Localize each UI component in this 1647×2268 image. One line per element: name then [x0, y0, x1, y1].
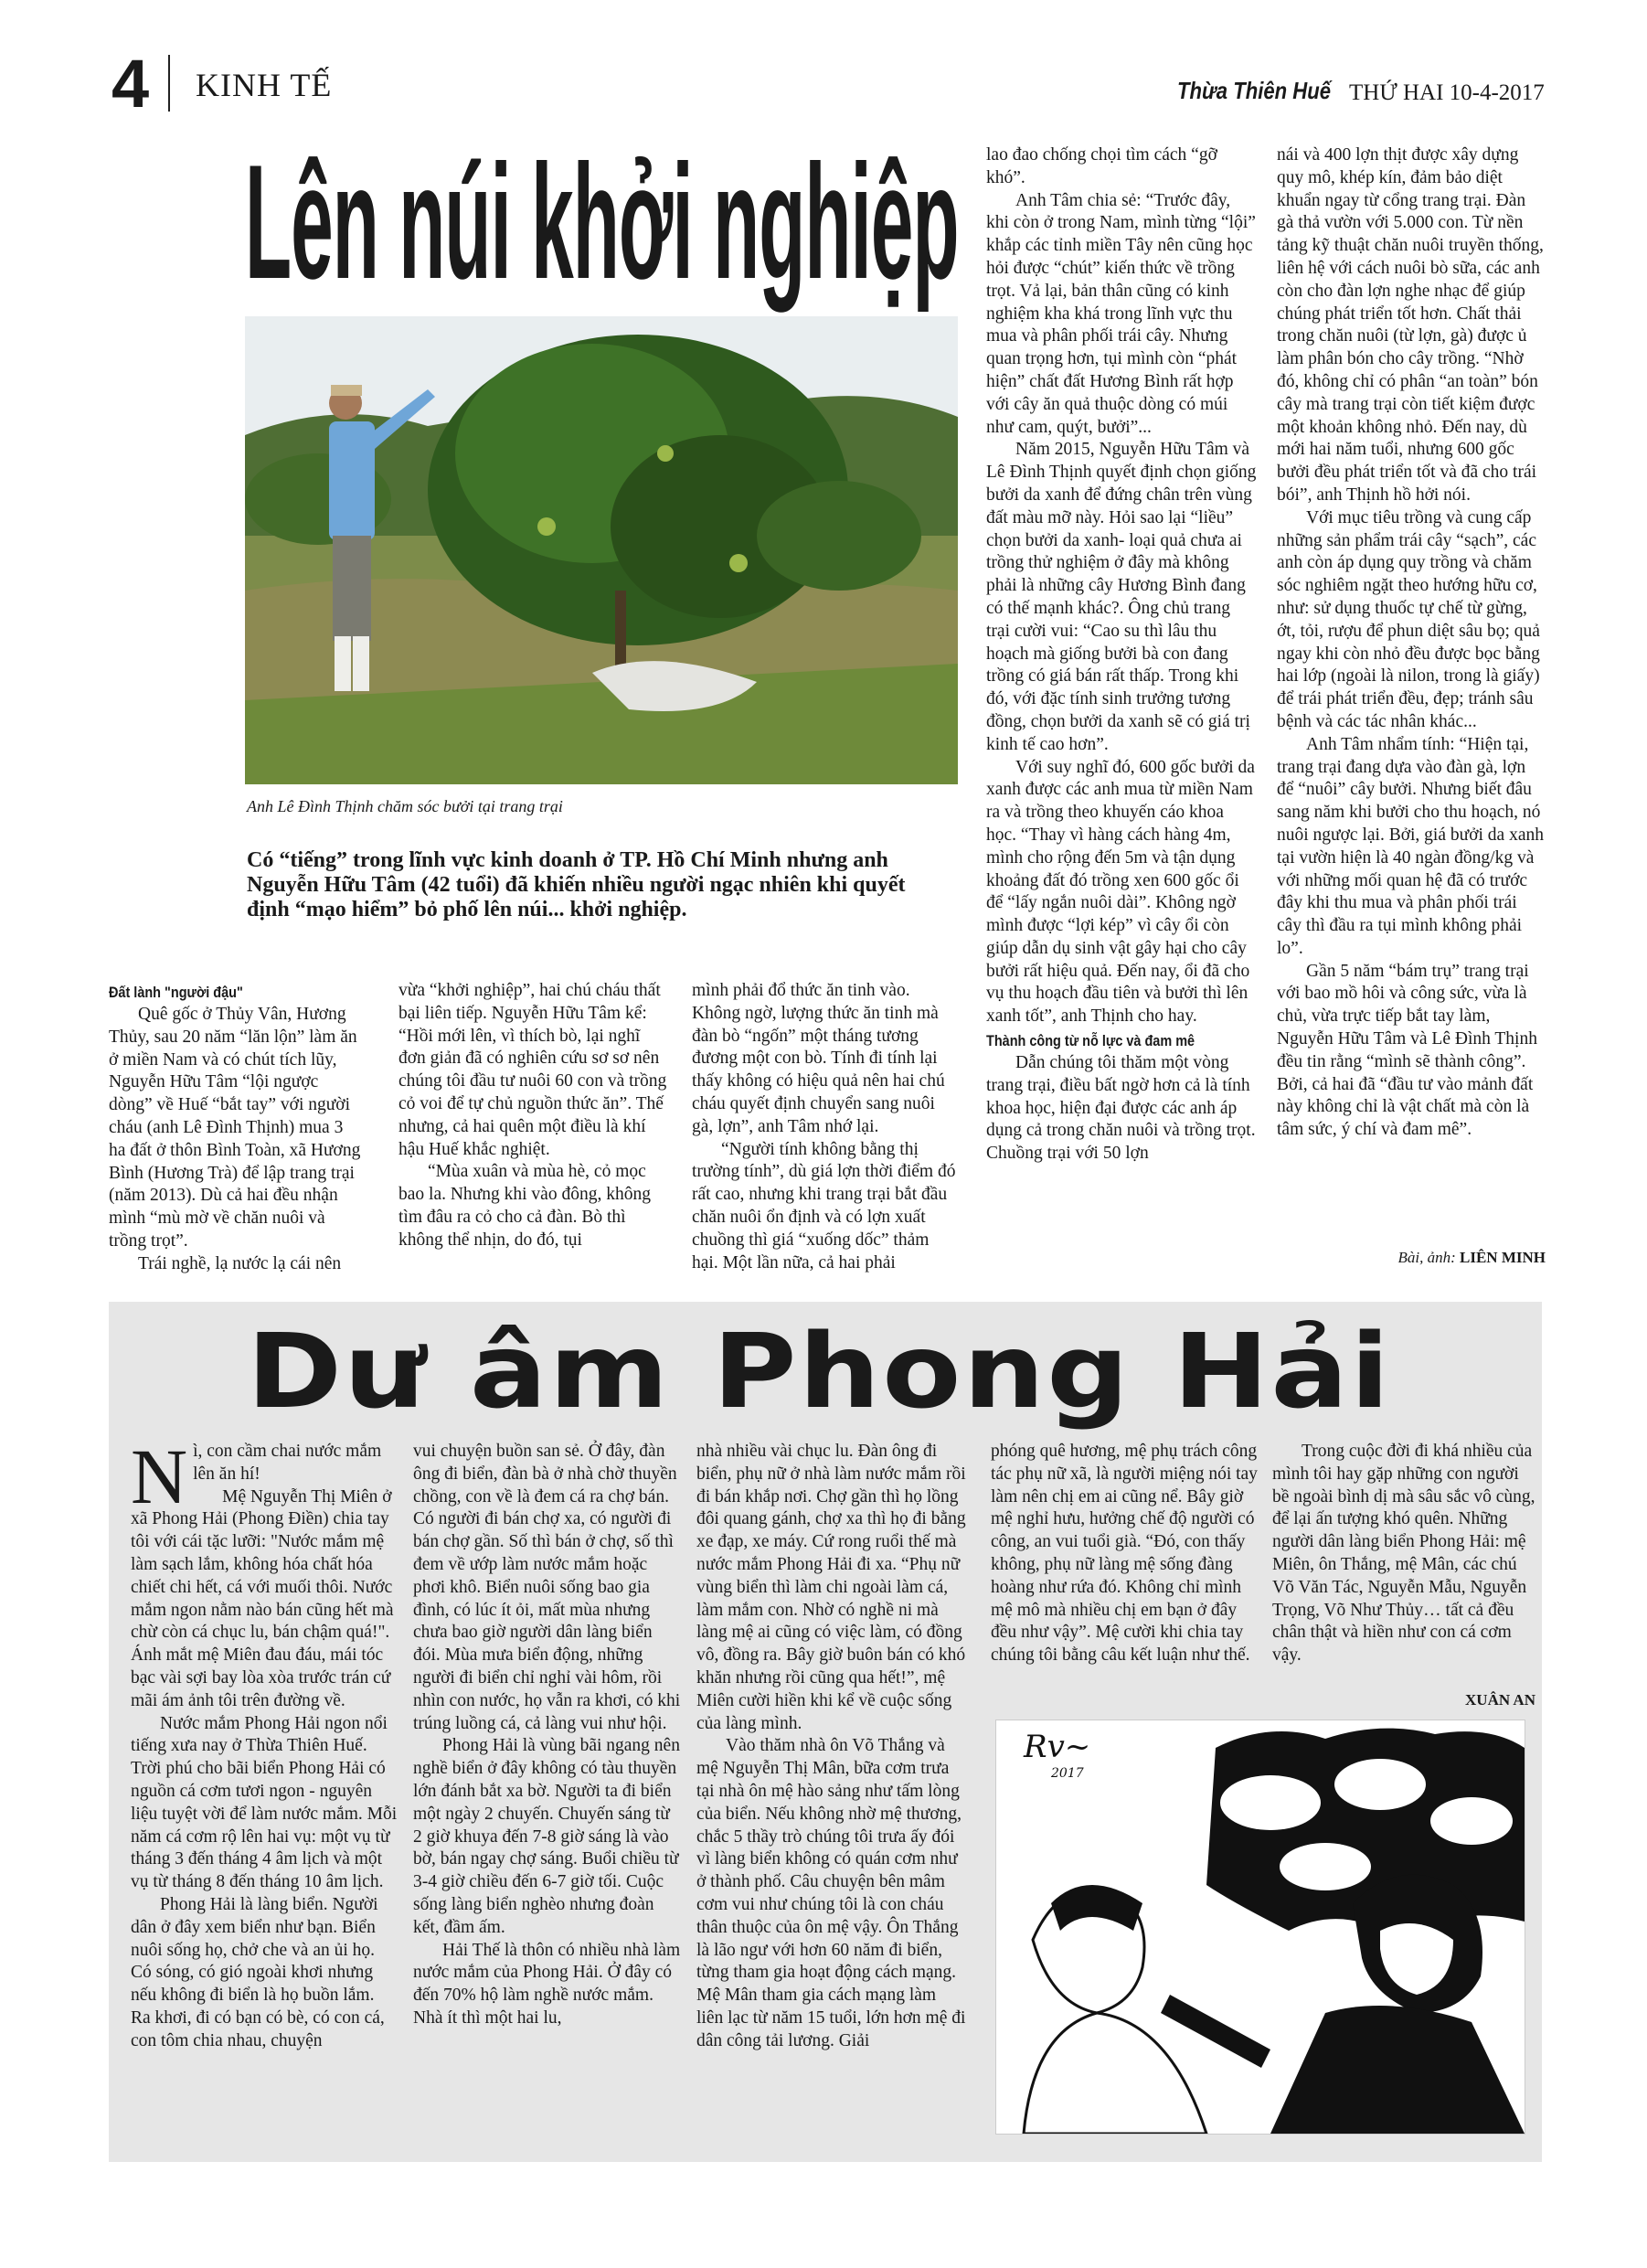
artist-signature: Rv~ — [1024, 1729, 1091, 1765]
paragraph: Gần 5 năm “bám trụ” trang trại với bao mồ hôi và công sức, vừa là chủ, vừa trực tiếp bắt tay làm, Nguyễn Hữu Tâm và Lê Đình Thịnh đều tin rằng “mình sẽ thành công”. Bởi, cả hai đã “đầu tư vào mảnh đất này không chỉ là vật chất mà còn là tâm sức, ý chí và đam mê”. — [1277, 961, 1537, 1140]
byline-prefix: Bài, ảnh: — [1397, 1249, 1456, 1266]
paragraph: Anh Tâm nhẩm tính: “Hiện tại, trang trại đang dựa vào đàn gà, lợn để “nuôi” cây bưởi. Nhưng biết đâu sang năm khi bưởi cho thu hoạch, nó nuôi ngược lại. Bởi, giá bưởi da xanh tại vườn hiện là 40 ngàn đồng/kg và với những mối quan hệ đã có trước đây khi thu mua và phân phối trái cây thì đầu ra tụi mình không phải lo”. — [1277, 734, 1544, 958]
paragraph: Vào thăm nhà ôn Võ Thắng và mệ Nguyễn Thị Mân, bữa cơm trưa tại nhà ôn mệ hào sảng như tấm lòng của biển. Nếu không nhờ mệ thương, chắc 5 thầy trò chúng tôi trưa ấy đói vì làng biển không có quán cơm như ở thành phố. Câu chuyện bên mâm cơm vui như chúng tôi là con cháu thân thuộc của ôn mệ vậy. Ôn Thắng là lão ngư với hơn 60 năm đi biển, từng tham gia hoạt động cách mạng. Mệ Mân tham gia cách mạng làm liên lạc từ năm 15 tuổi, lớn hơn mệ đi dân công tải lương. Giải — [696, 1736, 966, 2050]
article2-column-1-text — [131, 1432, 398, 2053]
paragraph: “Người tính không bằng thị trường tính”, dù giá lợn thời điểm đó rất cao, nhưng khi trang trại bắt đầu chăn nuôi ổn định và có lợn xuất chuồng thì giá “xuống dốc” thảm hại. Một lần nữa, cả hai phải — [692, 1139, 956, 1272]
paragraph: Quê gốc ở Thủy Vân, Hương Thủy, sau 20 năm “lăn lộn” làm ăn ở miền Nam và có chút tích lũy, Nguyễn Hữu Tâm “lội ngược dòng” về Huế “bắt tay” với người cháu (anh Lê Đình Thịnh) mua 3 ha đất ở thôn Bình Toàn, xã Hương Bình (Hương Trà) để lập trang trại (năm 2013). Dù cả hai đều nhận mình “mù mờ về chăn nuôi và trồng trọt”. — [109, 1005, 361, 1251]
article1-column-1 — [109, 980, 363, 1276]
paragraph: Anh Tâm chia sẻ: “Trước đây, khi còn ở trong Nam, mình từng “lội” khắp các tỉnh miền Tây nên cũng học hỏi được “chút” kiến thức về trồng trọt. Vả lại, bản thân cũng có kinh nghiệm kha khá trong lĩnh vực thu mua và phân phối trái cây. Nhưng quan trọng hơn, tụi mình còn “phát hiện” chất đất Hương Bình rất hợp với cây ăn quả thuộc dòng có múi như cam, quýt, bưởi”... — [986, 190, 1256, 437]
newspaper-name: Thừa Thiên Huế — [1177, 77, 1332, 104]
page-number: 4 — [112, 46, 150, 122]
section-name: KINH TẾ — [196, 67, 333, 103]
paragraph: Phong Hải là vùng bãi ngang nên nghề biển ở đây không có tàu thuyền lớn đánh bắt xa bờ. Người ta đi biển một ngày 2 chuyến. Chuyến sáng từ 2 giờ khuya đến 7-8 giờ sáng là vào bờ, bán ngay chợ sáng. Buổi chiều từ 3-4 giờ chiều đến 6-7 giờ tối. Cuộc sống làng biển nghèo nhưng đoàn kết, đầm ấm. — [413, 1736, 680, 1937]
drop-cap: N — [131, 1432, 188, 1520]
article1-column-5 — [1277, 144, 1546, 1142]
photo-caption: Anh Lê Đình Thịnh chăm sóc bưởi tại trang trại — [247, 797, 563, 815]
byline-author: LIÊN MINH — [1460, 1249, 1546, 1266]
paragraph: Phong Hải là làng biển. Người dân ở đây xem biển như bạn. Biển nuôi sống họ, chở che và an ủi họ. Có sóng, có gió ngoài khơi nhưng nếu không đi biển là họ buồn lắm. Ra khơi, đi có bạn có bè, có con cá, con tôm chia nhau, chuyện — [131, 1894, 385, 2050]
paragraph: nái và 400 lợn thịt được xây dựng quy mô, khép kín, đảm bảo diệt khuẩn ngay từ cổng trang trại. Đàn gà thả vườn với 5.000 con. Từ nền tảng kỹ thuật chăn nuôi truyền thống, liên hệ với cách nuôi bò sữa, các anh còn cho đàn lợn nghe nhạc để giúp chúng phát triển tốt hơn. Chất thải trong chăn nuôi (từ lợn, gà) được ủ làm phân bón cho cây trồng. “Nhờ đó, không chỉ có phân “an toàn” bón cây mà trang trại còn tiết kiệm được một khoản không nhỏ. Đến nay, dù mới hai năm tuổi, nhưng 600 gốc bưởi đều phát triển tốt và đã cho trái bói”, anh Thịnh hồ hởi nói. — [1277, 145, 1544, 505]
paragraph: “Mùa xuân và mùa hè, cỏ mọc bao la. Nhưng khi vào đông, không tìm đâu ra cỏ cho cả đàn. Bò thì không thể nhịn, do đó, tụi — [398, 1162, 651, 1250]
paragraph: Hải Thế là thôn có nhiều nhà làm nước mắm của Phong Hải. Ở đây có đến 70% hộ làm nghề nước mắm. Nhà ít thì một hai lu, — [413, 1940, 681, 2028]
paragraph: Với suy nghĩ đó, 600 gốc bưởi da xanh được các anh mua từ miền Nam ra và trồng theo khuyến cáo khoa học. “Thay vì hàng cách hàng 4m, mình cho rộng đến 5m và tận dụng khoảng đất đó trồng xen 600 gốc ổi để “lấy ngắn nuôi dài”. Không ngờ mình được “lợi kép” vì cây ổi còn giúp dẫn dụ sinh vật gây hại cho cây bưởi rất hiệu quả. Đến nay, ổi đã cho vụ thu hoạch đầu tiên và bưởi thì lên xanh tốt”, anh Thịnh cho hay. — [986, 757, 1255, 1027]
article1-column-4 — [986, 144, 1257, 1166]
paragraph: Dẫn chúng tôi thăm một vòng trang trại, điều bất ngờ hơn cả là tính khoa học, hiện đại được các anh áp dụng cả trong chăn nuôi và trồng trọt. Chuồng trại với 50 lợn — [986, 1053, 1256, 1164]
article-photo — [245, 316, 958, 784]
article2-column-3 — [696, 1441, 967, 2053]
article2-column-2 — [413, 1441, 682, 2030]
article2-byline: XUÂN AN — [1465, 1691, 1535, 1709]
paragraph: phóng quê hương, mệ phụ trách công tác phụ nữ xã, là người miệng nói tay làm nên chị em ai cũng nể. Bây giờ mệ nghỉ hưu, hưởng chế độ người có công, an vui tuổi già. “Đó, con thấy không, phụ nữ làng mệ sống đàng hoàng như rứa đó. Không chỉ mình mệ mô mà nhiều chị em bạn ở đây đều như vậy”. Mệ cười khi chia tay chúng tôi bằng câu kết luận như thế. — [991, 1442, 1258, 1666]
article2-column-5 — [1272, 1441, 1535, 1667]
article2-column-4 — [991, 1441, 1259, 1667]
subheading: Thành công từ nỗ lực và đam mê — [986, 1032, 1195, 1050]
paragraph: mình phải đổ thức ăn tinh vào. Không ngờ, lượng thức ăn tinh mà đàn bò “ngốn” một tháng tương đương một con bò. Tính đi tính lại thấy không có hiệu quả nên hai chú cháu quyết định chuyển sang nuôi gà, lợn”, anh Tâm nhớ lại. — [692, 981, 945, 1136]
article1-column-3 — [692, 980, 959, 1274]
subheading: Đất lành "người đậu" — [109, 984, 243, 1001]
paragraph: Nước mắm Phong Hải ngon nổi tiếng xưa nay ở Thừa Thiên Huế. Trời phú cho bãi biển Phong Hải có nguồn cá cơm tươi ngon - nguyên liệu tuyệt vời để làm nước mắm. Mỗi năm cá cơm rộ lên hai vụ: một vụ từ tháng 3 đến tháng 4 âm lịch và một vụ từ tháng 8 đến tháng 10 âm lịch. — [131, 1713, 398, 1892]
illustration-year: 2017 — [1051, 1766, 1084, 1781]
paragraph: Năm 2015, Nguyễn Hữu Tâm và Lê Đình Thịnh quyết định chọn giống bưởi da xanh để đứng chân trên vùng đất màu mỡ này. Hỏi sao lại “liều” chọn bưởi da xanh- loại quả chưa ai trồng thử nghiệm ở đây mà không phải là những cây Hương Bình đang có thế mạnh khác?. Ông chủ trang trại cười vui: “Cao su thì lâu thu hoạch mà giống bưởi bà con đang trồng có giá bán rất thấp. Trong khi đó, với đặc tính sinh trưởng tương đồng, chọn bưởi da xanh sẽ có giá trị kinh tế cao hơn”. — [986, 440, 1257, 754]
paragraph: nhà nhiều vài chục lu. Đàn ông đi biển, phụ nữ ở nhà làm nước mắm rồi đi bán khắp nơi. Chợ gần thì họ lồng đôi quang gánh, chợ xa thì họ đi bằng xe đạp, xe máy. Cứ rong ruổi thế mà nước mắm Phong Hải đi xa. “Phụ nữ vùng biển thì làm chi ngoài làm cá, làm mắm con. Nhờ có nghề ni mà làng mệ ai cũng có việc làm, có đồng vô, đồng ra. Bây giờ buôn bán có khó khăn nhưng rồi cũng qua hết!”, mệ Miên cười hiền khi kể về cuộc sống của làng mình. — [696, 1442, 966, 1733]
article1-column-2 — [398, 980, 667, 1252]
article-title: Lên núi khởi nghiệp — [245, 131, 959, 313]
paragraph: lao đao chống chọi tìm cách “gỡ khó”. — [986, 145, 1217, 187]
paragraph: vừa “khởi nghiệp”, hai chú cháu thất bại liên tiếp. Nguyễn Hữu Tâm kể: “Hồi mới lên, vì thích bò, lại nghĩ đơn giản đã có nghiên cứu sơ sơ nên chúng tôi đầu tư nuôi 60 con và trồng cỏ voi để tự chủ nguồn thức ăn”. Thế nhưng, cả hai quên một điều là khí hậu Huế khắc nghiệt. — [398, 981, 667, 1159]
issue-date: THỨ HAI 10-4-2017 — [1349, 80, 1545, 105]
feature-title: Dư âm Phong Hải — [247, 1313, 1392, 1432]
paragraph: Mệ Nguyễn Thị Miên ở xã Phong Hải (Phong Điền) chia tay tôi với cái tặc lưỡi: "Nước mắm mệ làm sạch lắm, không hóa chất hóa chiết chi hết, cá với muối thôi. Nước mắm ngon nằm nào bán cũng hết mà chừ còn cá chục lu, bán chậm quá!". Ánh mắt mệ Miên đau đáu, mái tóc bạc vài sợi bay lòa xòa trước trán cứ mãi ám ảnh tôi trên đường về. — [131, 1486, 394, 1710]
feature-illustration — [995, 1720, 1525, 2135]
article1-byline — [1277, 1249, 1546, 1267]
article2-column-1 — [131, 1432, 398, 2053]
header-divider — [168, 55, 170, 112]
paragraph: Với mục tiêu trồng và cung cấp những sản phẩm trái cây “sạch”, các anh còn áp dụng quy trồng và chăm sóc nghiêm ngặt theo hướng hữu cơ, như: sử dụng thuốc tự chế từ gừng, ớt, tỏi, rượu để phun diệt sâu bọ; quả ngay khi còn nhỏ đều được bọc bằng hai lớp (ngoài là nilon, trong là giấy) để trái phát triển đều, đẹp; tránh sâu bệnh và các tác nhân khác... — [1277, 507, 1540, 731]
paragraph: Trái nghề, lạ nước lạ cái nên — [138, 1253, 342, 1273]
article-lead: Có “tiếng” trong lĩnh vực kinh doanh ở TP. Hồ Chí Minh nhưng anh Nguyễn Hữu Tâm (42 tuổi) đã khiến nhiều người ngạc nhiên khi quyết định “mạo hiểm” bỏ phố lên núi... khởi nghiệp. — [247, 848, 906, 921]
paragraph: vui chuyện buồn san sẻ. Ở đây, đàn ông đi biển, đàn bà ở nhà chờ thuyền chồng, con về là đem cá ra chợ bán. Có người đi bán chợ xa, có người đi bán chợ gần. Số thì bán ở chợ, số thì đem về ướp làm nước mắm hoặc phơi khô. Biển nuôi sống bao gia đình, có lúc ít ỏi, mất mùa nhưng chưa bao giờ người dân làng biển đói. Mùa mưa biển động, những người đi biển chỉ nghỉ vài hôm, rồi nhìn con nước, họ vẫn ra khơi, có khi trúng luồng cá, cả làng vui như hội. — [413, 1442, 681, 1733]
paragraph: ì, con cầm chai nước mắm lên ăn hí! — [193, 1442, 382, 1484]
paragraph: Trong cuộc đời đi khá nhiều của mình tôi hay gặp những con người bề ngoài bình dị mà sâu sắc vô cùng, để lại ấn tượng khó quên. Những người dân làng biển Phong Hải: mệ Miên, ôn Thắng, mệ Mân, các chú Võ Văn Tác, Nguyễn Mẫu, Nguyễn Trọng, Võ Như Thủy… tất cả đều chân thật và hiền như con cá cơm vậy. — [1272, 1442, 1535, 1666]
